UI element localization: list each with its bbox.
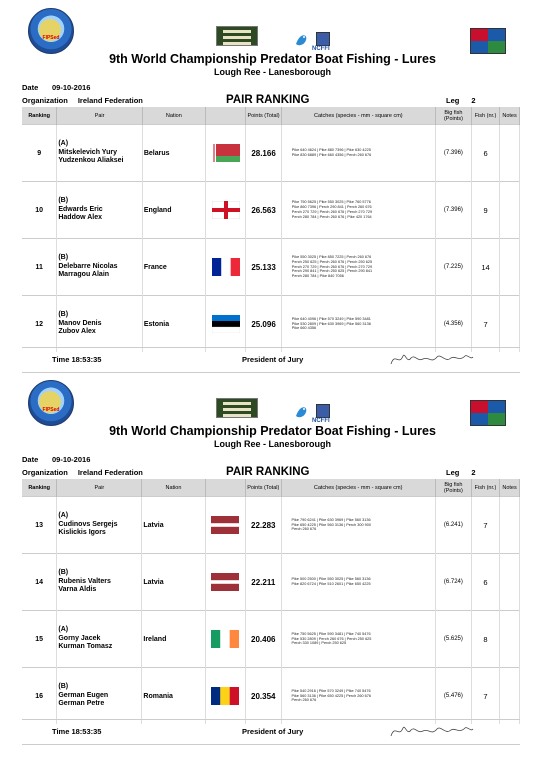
pair-member-1: Gorny Jacek xyxy=(58,634,101,642)
big-fish-cell: (7.396) xyxy=(435,125,471,182)
fish-logo-icon xyxy=(292,30,312,50)
president-of-jury-label: President of Jury xyxy=(242,355,304,364)
notes-cell xyxy=(500,668,520,725)
ranking-row xyxy=(22,611,520,668)
ncffi-logo-text: NCFFI xyxy=(312,46,330,52)
catch-line: Pike 750 5625 | Pike 550 3025 | Pike 760 5776 xyxy=(291,200,371,205)
pair-cell xyxy=(57,497,142,554)
notes-cell xyxy=(500,296,520,353)
catches-cell xyxy=(281,668,435,725)
catch-line: Pike 860 7396 | Perch 290 841 | Perch 260 676 xyxy=(291,205,372,210)
catch-line: Pike 820 6724 | Pike 510 2601 | Pike 650 4225 xyxy=(291,582,371,586)
catch-line: Perch 280 784 | Perch 260 676 | Pike 420 1764 xyxy=(291,214,372,219)
catch-line: Pike 530 2809 | Pike 630 3969 | Pike 560 3136 xyxy=(291,321,371,326)
catch-line: Pike 650 4225 | Pike 560 3136 | Perch 300 900 xyxy=(291,522,371,527)
column-header: Notes xyxy=(500,107,520,125)
pair-group: (B) xyxy=(58,682,69,690)
organization-value: Ireland Federation xyxy=(77,468,143,477)
points-cell: 28.166 xyxy=(246,125,282,182)
nation-cell: England xyxy=(142,182,205,239)
column-header: Notes xyxy=(500,479,520,497)
pair-member-1: Mitskelevich Yury xyxy=(58,148,117,156)
points-cell: 25.096 xyxy=(246,296,282,353)
pair-cell xyxy=(57,554,142,611)
ireland-provinces-logo xyxy=(470,400,506,426)
signature-image xyxy=(387,350,477,368)
sponsor-logo xyxy=(216,26,258,46)
column-header: Ranking xyxy=(22,107,57,125)
fish-count-cell: 14 xyxy=(472,239,500,296)
catch-line: Perch 290 841 | Perch 250 625 | Perch 290 841 xyxy=(291,269,373,274)
big-fish-cell: (7.396) xyxy=(435,182,471,239)
page-subtitle: Lough Ree - Lanesborough xyxy=(214,67,331,77)
column-header: Fish (nr.) xyxy=(471,479,499,497)
nation-cell: Romania xyxy=(142,668,205,725)
ranking-row xyxy=(22,125,520,182)
time-stamp: Time 18:53:35 xyxy=(52,727,102,736)
flag-cell xyxy=(205,554,245,611)
catch-line: Pike 640 4624 | Pike 880 7396 | Pike 630 4225 xyxy=(291,148,371,153)
big-fish-cell: (5.625) xyxy=(435,611,471,668)
catch-line: Pike 640 4096 | Pike 570 3249 | Pike 590 3481 xyxy=(291,316,371,321)
big-fish-cell: (4.356) xyxy=(435,296,471,353)
time-stamp: Time 18:53:35 xyxy=(52,355,102,364)
catch-line: Perch 260 676 xyxy=(291,698,317,703)
points-cell: 26.563 xyxy=(246,182,282,239)
organization-label: Organization xyxy=(22,468,68,477)
page-footer xyxy=(22,347,520,373)
pair-group: (A) xyxy=(58,511,69,519)
signature-image xyxy=(387,722,477,740)
ranking-row xyxy=(22,296,520,353)
pair-member-2: Marragou Alain xyxy=(58,271,110,279)
notes-cell xyxy=(500,497,520,554)
page-footer xyxy=(22,719,520,745)
fish-count-cell: 7 xyxy=(472,296,500,353)
points-cell: 20.406 xyxy=(246,611,282,668)
fish-count-cell: 7 xyxy=(471,668,499,725)
fish-count-cell: 6 xyxy=(472,125,500,182)
pair-group: (B) xyxy=(58,196,69,204)
date-label: Date xyxy=(22,83,39,92)
page-subtitle: Lough Ree - Lanesborough xyxy=(214,439,331,449)
leg-info xyxy=(446,96,476,105)
pair-member-2: Kislickis Igors xyxy=(58,529,106,537)
catches-cell xyxy=(281,611,435,668)
catch-line: Pike 530 2809 | Perch 260 676 | Perch 250 625 xyxy=(291,636,372,641)
ranking-row xyxy=(22,554,520,611)
rank-cell: 12 xyxy=(22,296,57,353)
pair-member-1: Edwards Eric xyxy=(58,205,103,213)
pair-cell xyxy=(57,182,143,239)
organization-row xyxy=(22,468,143,477)
points-cell: 25.133 xyxy=(246,239,282,296)
flag-cell xyxy=(205,296,245,353)
ranking-row xyxy=(22,668,520,725)
column-header: Nation xyxy=(142,107,205,125)
fips-logo: FIPSed xyxy=(28,8,74,54)
pair-member-1: Delebarre Nicolas xyxy=(58,262,118,270)
fish-count-cell: 7 xyxy=(471,497,499,554)
fish-count-cell: 9 xyxy=(472,182,500,239)
column-header: Points (Total) xyxy=(246,107,282,125)
page-title: 9th World Championship Predator Boat Fishing - Lures xyxy=(109,52,436,66)
pair-group: (A) xyxy=(58,625,69,633)
pair-member-2: Kurman Tomasz xyxy=(58,643,113,651)
column-header: Catches (species - mm - square cm) xyxy=(281,107,435,125)
catch-line: Perch 260 676 xyxy=(291,527,317,532)
catch-line: Perch 270 729 | Perch 260 676 | Perch 270 729 xyxy=(291,264,373,269)
organization-label: Organization xyxy=(22,96,68,105)
notes-cell xyxy=(500,125,520,182)
big-fish-cell: (6.724) xyxy=(435,554,471,611)
notes-cell xyxy=(500,182,520,239)
france-flag xyxy=(212,258,240,276)
president-of-jury-label: President of Jury xyxy=(242,727,304,736)
page-title: 9th World Championship Predator Boat Fishing - Lures xyxy=(109,424,436,438)
romania-flag xyxy=(211,687,239,705)
points-cell: 22.211 xyxy=(246,554,282,611)
england-flag xyxy=(212,201,240,219)
leg-label: Leg xyxy=(446,96,460,105)
catch-line: Perch 280 784 | Pike 840 7056 xyxy=(291,274,344,279)
date-label: Date xyxy=(22,455,39,464)
column-header: Fish (nr.) xyxy=(472,107,500,125)
pair-member-2: Zubov Alex xyxy=(58,328,96,336)
crest-logo-icon xyxy=(316,404,330,418)
rank-cell: 10 xyxy=(22,182,57,239)
catch-line: Pike 550 3025 | Pike 850 7225 | Perch 260 676 xyxy=(291,254,372,259)
notes-cell xyxy=(500,239,520,296)
leg-label: Leg xyxy=(446,468,460,477)
flag-cell xyxy=(205,611,245,668)
sponsor-logo xyxy=(216,398,258,418)
catch-line: Perch 270 729 | Perch 260 676 | Perch 270 729 xyxy=(291,210,373,214)
organization-row xyxy=(22,96,143,105)
organization-value: Ireland Federation xyxy=(77,96,143,105)
pair-member-1: Rubenis Valters xyxy=(58,577,111,585)
rank-cell: 16 xyxy=(22,668,57,725)
fish-count-cell: 8 xyxy=(471,611,499,668)
column-header xyxy=(205,107,245,125)
catches-cell xyxy=(281,182,435,239)
ireland-flag xyxy=(211,630,239,648)
pair-member-1: German Eugen xyxy=(58,691,109,699)
column-header: Nation xyxy=(142,479,205,497)
nation-cell: Latvia xyxy=(142,554,205,611)
results-page-2 xyxy=(0,372,545,756)
rank-cell: 15 xyxy=(22,611,57,668)
belarus-flag xyxy=(212,144,240,162)
column-header xyxy=(205,479,245,497)
latvia-flag xyxy=(211,573,239,591)
date-row xyxy=(22,83,90,92)
pair-member-2: German Petre xyxy=(58,700,105,708)
rank-cell: 11 xyxy=(22,239,57,296)
leg-value: 2 xyxy=(471,468,476,477)
catch-line: Perch 250 625 | Perch 260 676 | Perch 250 625 xyxy=(291,259,373,264)
catch-line: Perch 330 1089 | Perch 250 625 xyxy=(291,641,347,646)
big-fish-cell: (7.225) xyxy=(435,239,471,296)
points-cell: 20.354 xyxy=(246,668,282,725)
pair-member-1: Cudinovs Sergejs xyxy=(58,520,118,528)
flag-cell xyxy=(205,497,245,554)
column-header: Ranking xyxy=(22,479,57,497)
catch-line: Pike 750 5625 | Pike 590 3481 | Pike 740 5476 xyxy=(291,631,371,636)
rank-cell: 13 xyxy=(22,497,57,554)
column-header: Points (Total) xyxy=(246,479,282,497)
flag-cell xyxy=(205,239,245,296)
pair-cell xyxy=(57,125,143,182)
pair-group: (B) xyxy=(58,568,69,576)
ranking-table xyxy=(22,107,520,352)
column-header: Pair xyxy=(57,479,142,497)
estonia-flag xyxy=(212,315,240,333)
latvia-flag xyxy=(211,516,239,534)
pair-cell xyxy=(57,239,143,296)
points-cell: 22.283 xyxy=(246,497,282,554)
flag-cell xyxy=(205,182,245,239)
flag-cell xyxy=(205,668,245,725)
catches-cell xyxy=(281,554,435,611)
leg-value: 2 xyxy=(471,96,476,105)
catch-line: Pike 540 2916 | Pike 570 3249 | Pike 740 5476 xyxy=(291,688,371,693)
ranking-title: PAIR RANKING xyxy=(226,94,310,106)
nation-cell: France xyxy=(142,239,205,296)
rank-cell: 14 xyxy=(22,554,57,611)
catches-cell xyxy=(281,125,435,182)
pair-group: (B) xyxy=(58,310,69,318)
notes-cell xyxy=(500,554,520,611)
big-fish-cell: (5.476) xyxy=(435,668,471,725)
fish-logo-icon xyxy=(292,402,312,422)
rank-cell: 9 xyxy=(22,125,57,182)
pair-group: (B) xyxy=(58,253,69,261)
pair-member-2: Yudzenkou Aliaksei xyxy=(58,157,124,165)
leg-info xyxy=(446,468,476,477)
pair-member-1: Manov Denis xyxy=(58,319,102,327)
nation-cell: Estonia xyxy=(142,296,205,353)
catch-line: Pike 660 4356 xyxy=(291,326,317,331)
nation-cell: Belarus xyxy=(142,125,205,182)
fips-logo: FIPSed xyxy=(28,380,74,426)
column-header: Pair xyxy=(57,107,143,125)
nation-cell: Latvia xyxy=(142,497,205,554)
pair-cell xyxy=(57,611,142,668)
ranking-row xyxy=(22,239,520,296)
catch-line: Pike 500 2500 | Pike 550 3025 | Pike 560 3136 xyxy=(291,577,371,582)
big-fish-cell: (6.241) xyxy=(435,497,471,554)
column-header: Catches (species - mm - square cm) xyxy=(281,479,435,497)
pair-cell xyxy=(57,668,142,725)
fish-count-cell: 6 xyxy=(471,554,499,611)
catches-cell xyxy=(281,239,435,296)
pair-group: (A) xyxy=(58,139,69,147)
catches-cell xyxy=(281,296,435,353)
catch-line: Pike 790 6241 | Pike 630 3969 | Pike 560 3136 xyxy=(291,517,371,522)
pair-member-2: Haddow Alex xyxy=(58,214,103,222)
pair-member-2: Varna Aldis xyxy=(58,586,97,594)
date-row xyxy=(22,455,90,464)
ncffi-logo-text: NCFFI xyxy=(312,418,330,424)
pair-cell xyxy=(57,296,143,353)
ranking-row xyxy=(22,182,520,239)
crest-logo-icon xyxy=(316,32,330,46)
catch-line: Pike 830 6889 | Pike 660 4356 | Perch 260 676 xyxy=(291,153,372,157)
date-value: 09-10-2016 xyxy=(52,455,91,464)
column-header: Big fish (Points) xyxy=(435,479,471,497)
flag-cell xyxy=(205,125,245,182)
catches-cell xyxy=(281,497,435,554)
ranking-row xyxy=(22,497,520,554)
nation-cell: Ireland xyxy=(142,611,205,668)
date-value: 09-10-2016 xyxy=(52,83,91,92)
column-header: Big fish (Points) xyxy=(435,107,471,125)
ireland-provinces-logo xyxy=(470,28,506,54)
ranking-table xyxy=(22,479,520,724)
catch-line: Pike 560 3136 | Pike 650 4225 | Perch 260 676 xyxy=(291,693,371,698)
notes-cell xyxy=(500,611,520,668)
ranking-title: PAIR RANKING xyxy=(226,466,310,478)
